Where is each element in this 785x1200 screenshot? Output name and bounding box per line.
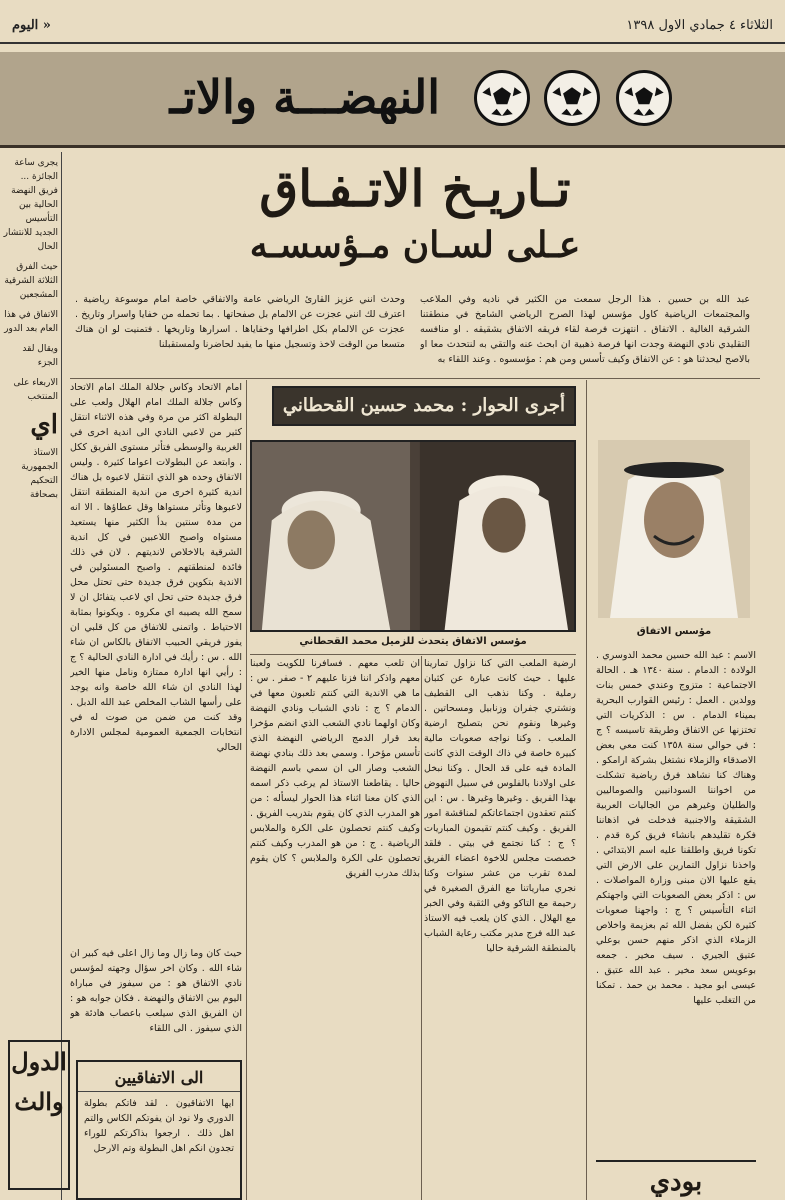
section-banner xyxy=(0,52,785,148)
ad-text: الدول xyxy=(11,1047,67,1076)
intro-paragraph-right: عبد الله بن حسين . هذا الرجل سمعت من الكثير في ناديه وفي الملاعب والمجتمعات الرياضية كاول مؤسس لهذا الصرح الرياضي الشامخ في منطقتنا الشرقية الغالية . الاتفاق . انتهزت فرصة لقاء فريقه الاتفاق بشقيقه . او منافسه التقليدي نادي النهضة وجدت انها فرصة ذهبية ان ابحث عنه والتقي به لنتحدث معا او بالاصح ليحدثنا هو : عن الاتفاق وكيف تأسس ومن هم : مؤسسوه . وعند اللقاء به xyxy=(420,294,750,365)
divider xyxy=(250,654,576,655)
strip-paragraph: الاتفاق في هذا العام بعد الدور xyxy=(4,310,58,334)
column-rule xyxy=(246,380,247,1200)
headline-sub: عـلى لسـان مـؤسسـه xyxy=(249,224,581,266)
sponsor-ad: بودي xyxy=(596,1160,756,1200)
football-icon xyxy=(474,70,530,126)
interview-photo xyxy=(250,440,576,632)
article-column: امام الاتحاد وكاس جلالة الملك امام الاتحاد وكاس جلالة الملك امام الهلال ولعب على البطولة اكثر من مرة وفي هذه الاثناء انتقل كثير من لاعبي النادي الى اندية اخرى في الغربية والوسطى فتأثر مستوى الفريق ككل . وابتعد عن البطولات اعواما كثيرة . وليس الاتفاق وحده هو الذي انتقل لاعبوه بل هناك اندية كثيرة اخرى من اندية المنطقة انتقل لاعبوها وتأثر مستواها وقل عطاؤها . الا انه من مدة سنتين بدأ الكثير منها يستعيد مستواه واصبح اللاعبين في كل اندية الشرقية بالاخلاص لانديتهم . لان في ذلك فائدة لمنطقتهم . واصبح المسئولين في الاندية بتكوين فرق جديدة حتى تحتل محل فرق جديدة حتى تحل اي لاعب يتفائل ان لا سمح الله يصيبه اي مكروه . ويكونوا بمثابة الاحتياط . واتمنى للاتفاق من كل قلبي ان يفوز فريقي الحبيب الاتفاق بالكاس ان شاء الله . س : رأيك في ادارة النادي الحالية ؟ ج : رأيي انها ادارة ممتازة ونامل منها الخير لهذا النادي ان شاء الله خاصة وانه يوجد على رأسها الشاب المخلص عبد الله الدبل . وقد كنت من ضمن من صوت له في انتخابات الجمعية العمومية لمجلس الادارة الحالي xyxy=(70,382,242,753)
column-rule xyxy=(586,380,587,1200)
football-icon xyxy=(616,70,672,126)
article-headline xyxy=(70,158,760,286)
headline-main: تـاريـخ الاتـفـاق xyxy=(259,159,571,218)
strip-paragraph: الاربعاء على المنتخب xyxy=(13,378,58,402)
article-column: حيث كان وما زال وما زال اعلى فيه كبير ان شاء الله . وكان اخر سؤال وجهته لمؤسس نادي الاتفاق هو : من سيفوز في مباراة اليوم بين الاتفاق والنهضة . فكان جوابه هو : ان الفريق الذي سيلعب باعصاب هادئة هو الذي سيفوز . الى اللقاء xyxy=(70,948,242,1034)
fans-message-box xyxy=(76,1060,242,1200)
photo-caption: مؤسس الاتفاق يتحدث للزميل محمد القحطاني xyxy=(299,636,527,647)
football-icon xyxy=(544,70,600,126)
header-rule xyxy=(0,42,785,44)
article-column: ارضية الملعب التي كنا نزاول تمارينا عليها . حيث كانت عبارة عن كثبان رملية . وكنا نذهب الى القطيف ونشتري جفران وزنابيل ومسحاتين . وغيرها ونقوم نحن بتصليح ارضية الملعب . وكنا نواجه صعوبات مالية كبيرة خاصة في ذاك الوقت الذي كانت المادة فيه على قد الحال . وكنا نبخل على اولادنا بالفلوس في سبيل النهوض بهذا الفريق . وغيرها وغيرها . س : اين كنتم تعقدون اجتماعاتكم لمناقشة امور الفريق . وكيف كنتم تقيمون المباريات ؟ ج : كنا نجتمع في بيتي . فلقد خصصت مجلس للاخوة اعضاء الفريق لمدة تقرب من عشر سنوات وكنا نجري مبارياتنا مع الفرق الصغيرة في رحيمة مع التاكو وفي الثقبة وفي الخبر مع الهلال . الذي كان يلعب فيه الاستاذ عبد الله فرج مدير مكتب رعاية الشباب بالمنطقة الشرقية حاليا xyxy=(424,658,576,954)
interviewer-credit: أجرى الحوار : محمد حسين القحطاني xyxy=(272,386,576,426)
article-column: ان تلعب معهم . فسافرنا للكويت ولعبنا معهم واذكر اننا فزنا عليهم ٢ - صفر . س : ما هي الاندية التي كنتم تلعبون معها في الدمام ؟ ج : نادي الشباب ونادي النهضة وكان اولهما نادي الشعب الذي انضم مؤخرا بعد قرار الدمج الرياضي النهضة الذي تأسس مؤخرا . وسمي بعد ذلك بنادي نهضة الشعب وصار الى ان سمي باسم النهضة حاليا . يقاطعنا الاستاذ لم يرغب ذكر اسمه الذي كان معنا اثناء هذا الحوار ليسأله : من هو المدرب الذي كان يقوم بتدريب الفريق . وكيف كنتم تحصلون على الكرة والملابس الرياضية . ج : من هو المدرب وكيف كنتم تحصلون على الكرة والملابس ؟ كان يقوم بذلك مدرب الفريق xyxy=(250,658,420,879)
portrait-caption: مؤسس الاتفاق xyxy=(636,626,712,637)
founder-bio-column: الاسم : عبد الله حسين محمد الدوسري . الولادة : الدمام . سنة ١٣٤٠ هـ . الحالة الاجتماعية : متزوج وعندي خمس بنات وولدين . العمل : رئيس القوارب البحرية بميناء الدمام . س : الذكريات التي تختزنها عن الاتفاق وطريقة تاسيسه ؟ ج : في حوالي سنة ١٣٥٨ كنت معي بعض الاصدقاء والزملاء نشتغل بشركة ارامكو . وهناك كنا نشاهد فرق رياضية تشكلت من اخواننا السودانيين والصوماليين والطليان وغيرهم من الجاليات العربية الشقيقة والاجنبية فدخلت في اذهاننا فكرة تقليدهم بانشاء فريق كرة قدم . تكونا فريق واطلقنا عليه اسم الابتدائي . واخذنا نزاول التمارين على الارض التي يقع عليها الان مبنى وزارة المواصلات . س : اذكر بعض الصعوبات التي واجهتكم اثناء التأسيس ؟ ج : واجهنا صعوبات كثيرة لكن بفضل الله ثم بعزيمة واخلاص الزملاء الذي اذكر منهم حسن بوعلي عتيق الجيري . سيف مخير . جمعه بوعويس سعد مخير . عبد الله عتيق . عيسى ابو مجيد . محمد بن حمد . تمكنا من التغلب عليها xyxy=(596,650,756,1006)
founder-portrait xyxy=(598,440,750,618)
strip-paragraph: ويقال لقد الجزء xyxy=(22,344,58,368)
strip-paragraph: يجرى ساعة الجائزة ... فريق النهضة الحالية بين التأسيس الجديد للانتشار الحال xyxy=(3,158,58,252)
ad-text: والث xyxy=(14,1087,64,1116)
fans-box-title: الى الاتفاقيين xyxy=(78,1062,240,1092)
intro-paragraph-left: وحدث انني عزيز القارئ الرياضي عامة والاتفاقي خاصة امام موسوعة رياضية . اعترف لك انني عجزت عن الالمام بل صفحاتها . بما تحمله من خفايا واسرار وتاريخ . عجزت عن الالمام بكل اطرافها وخفاياها . اسرارها وتاريخها . فتمنيت لو ان هناك متسعا من الوقت لاخذ وتسجيل منها ما يفيد لحاضرنا ولمستقبلنا xyxy=(75,294,405,350)
strip-paragraph: الاستاذ الجمهورية التحكيم بصحافة xyxy=(21,448,58,500)
newspaper-name: « اليوم xyxy=(12,18,51,33)
section-title: النهضـــة والاتـ xyxy=(169,70,440,124)
dateline xyxy=(0,14,785,40)
divider xyxy=(70,378,760,379)
fans-box-body: ايها الاتفاقيون . لقد فاتكم بطولة الدوري ولا نود ان يفوتكم الكاس والتم اهل ذلك . ارجعوا بذاكرتكم للوراء تجدون انكم اهل البطولة وتم الارحل xyxy=(84,1098,234,1154)
advertisement xyxy=(8,1040,70,1190)
strip-headline: اي xyxy=(30,410,58,440)
issue-date: الثلاثاء ٤ جمادي الاول ١٣٩٨ xyxy=(626,18,773,33)
column-rule xyxy=(421,656,422,1200)
strip-paragraph: حيث الفرق الثلاثة الشرقية المشجعين xyxy=(4,262,58,300)
